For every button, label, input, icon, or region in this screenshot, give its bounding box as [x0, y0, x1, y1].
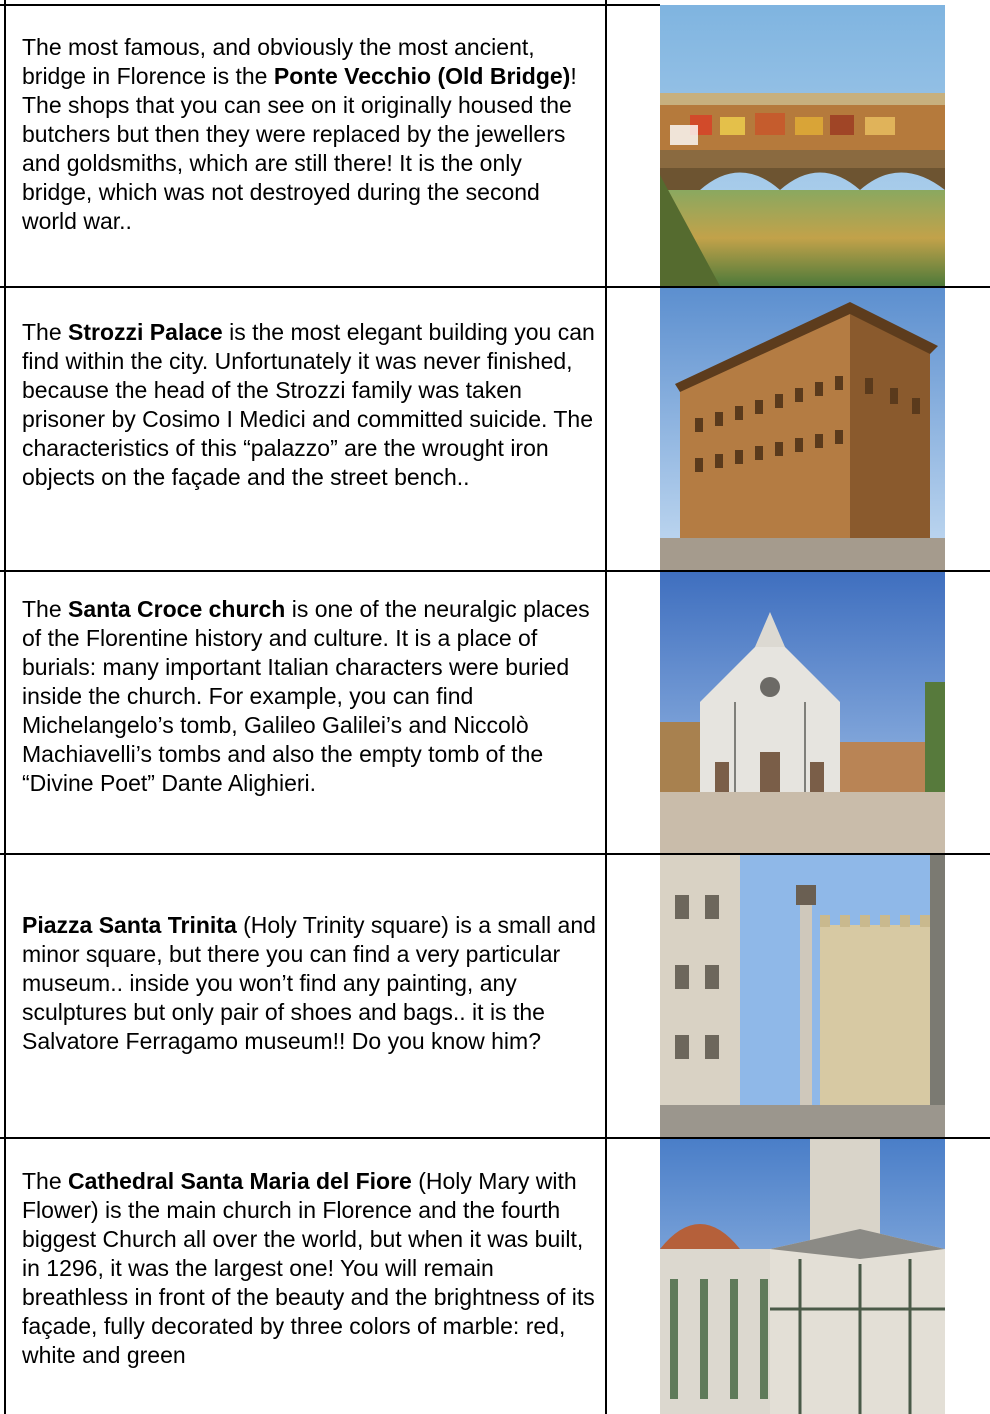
entry-text: The [22, 1168, 69, 1194]
duomo-photo [660, 1139, 945, 1414]
table-row [0, 853, 990, 1137]
strozzi-palace-photo [660, 288, 945, 570]
table-row [0, 0, 990, 286]
entry-title: Strozzi Palace [68, 319, 223, 345]
santa-trinita-photo [660, 855, 945, 1137]
entry-description [22, 1167, 597, 1370]
entry-text: (Holy Mary with Flower) is the main church in Florence and the fourth biggest Church all over the world, but when it was built, in 1296, it was the largest one! You will remain breathless in front of the beauty and the brightness of its façade, fully decorated by three colors of marble: red, white and green [22, 1168, 595, 1368]
entry-description [22, 911, 597, 1056]
entry-text: ! The shops that you can see on it originally housed the butchers but then they were replaced by the jewellers and goldsmiths, which are still there! It is the only bridge, which was not destroyed during the second world war.. [22, 63, 577, 234]
entry-text: is the most elegant building you can find within the city. Unfortunately it was never finished, because the head of the Strozzi family was taken prisoner by Cosimo I Medici and committed suicide. The characteristics of this “palazzo” are the wrought iron objects on the façade and the street bench.. [22, 319, 595, 490]
table-row [0, 570, 990, 853]
entry-title: Cathedral Santa Maria del Fiore [68, 1168, 412, 1194]
entry-title: Santa Croce church [68, 596, 286, 622]
entry-title: Piazza Santa Trinita [22, 912, 237, 938]
entry-description [22, 595, 597, 798]
entry-description [22, 318, 597, 492]
entry-title: Ponte Vecchio (Old Bridge) [273, 63, 571, 89]
entry-text: is one of the neuralgic places of the Florentine history and culture. It is a place of burials: many important Italian characters were buried inside the church. For example, you can find Michelangelo’s tomb, Galileo Galilei’s and Niccolò Machiavelli’s tombs and also the empty tomb of the “Divine Poet” Dante Alighieri. [22, 596, 590, 796]
entry-text: The [22, 596, 69, 622]
entry-text: The [22, 319, 69, 345]
entry-text: The most famous, and obviously the most ancient, bridge in Florence is the [22, 34, 535, 89]
entry-text: (Holy Trinity square) is a small and minor square, but there you can find a very particular museum.. inside you won’t find any painting, any sculptures but only pair of shoes and bags.. it is the Salvatore Ferragamo museum!! Do you know him? [22, 912, 596, 1054]
santa-croce-photo [660, 572, 945, 853]
table-row [0, 1137, 990, 1414]
entry-description [22, 33, 597, 236]
table-row [0, 286, 990, 570]
ponte-vecchio-photo [660, 5, 945, 286]
